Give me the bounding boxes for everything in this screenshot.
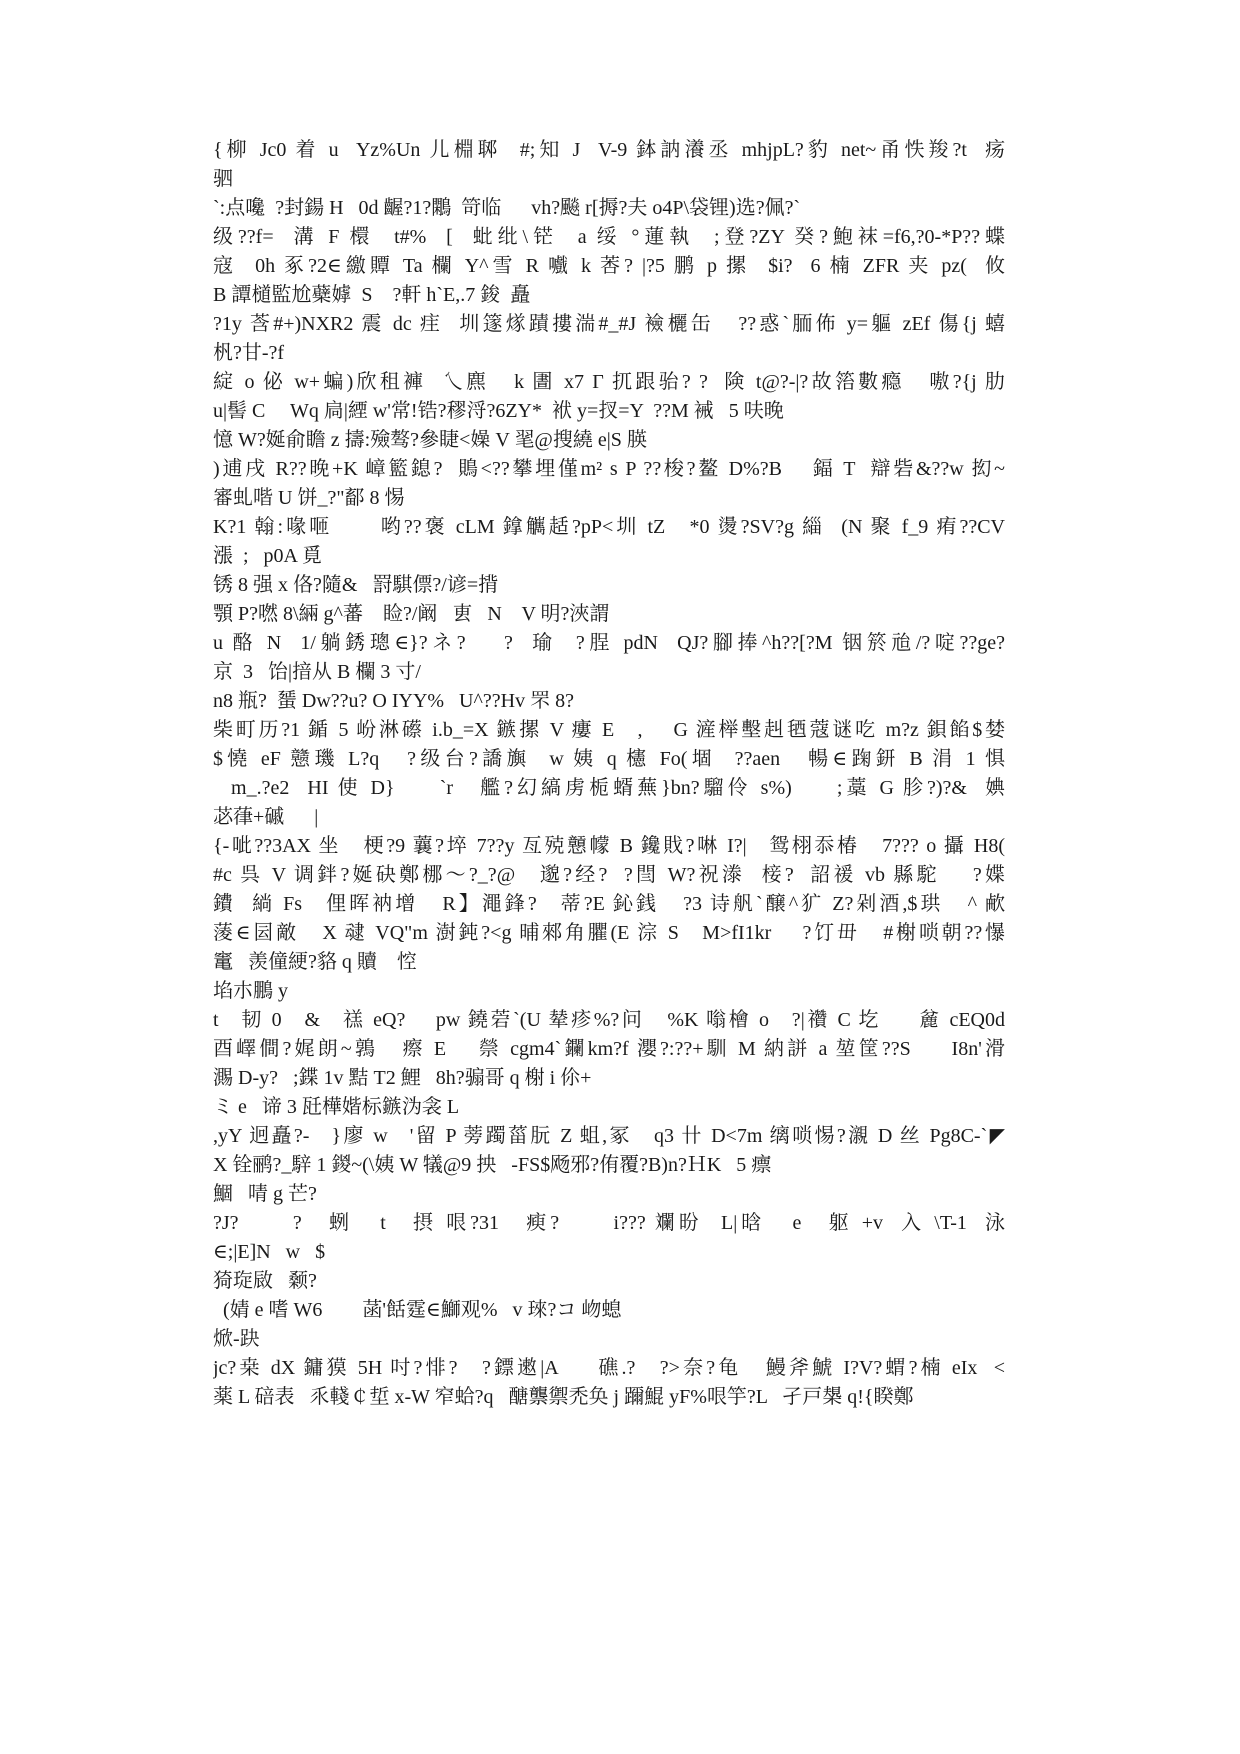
text-line: `:点嚵 ?封鍚 H 0d 齷?1?鷴 笴临 vh?飈 r[搙?夫 o4P\袋锂)选?佩?` [213,197,801,219]
text-line: {柳 Jc0 着 u Yz%Un 儿棩郰 #;知 J V-9 鉢訥瀁丞 mhjpL?豹 net~甬怢羧?t 疡 [213,139,1005,161]
paragraph [213,194,1005,223]
paragraph [213,1296,1005,1325]
text-line: 柴町历?1 鍎 5 岎淋礤 i.b_=X 鏃摞 V 瘻 E , G 滻榉墼赳毢蔻谜吃 m?z 鋇餡$婪 [213,719,1005,741]
text-line: 寇 0h 豖?2∈繳贉 Ta 欄 Y^雪 R 嚱 k 莕? |?5 鹏 p 摞 $i? 6 楠 ZFR 夹 pz( 攸 [213,255,1005,277]
text-line: n8 瓶? 蜑 Dw??u? O IYY% U^??Hv 罘 8? [213,690,574,712]
paragraph [213,513,1005,571]
text-line: 審虬喈 U 饼_?"鄐 8 惕 [213,487,405,509]
text-line: ∈;|E]N w $ [213,1241,326,1263]
paragraph [213,1093,1005,1122]
document-body [213,136,1005,1412]
text-line: 蔆∈囩敵 X 叇 VQ"m 澍鈍?<g 晡郲角臞(E 淙 S M>fI1kr ?饤毌 #榭唢朝??懪 [213,922,1005,944]
paragraph [213,1122,1005,1180]
text-line: #c 呉 V 调鉡?娫砄鄭梛～?_?@ 邈?经? ?閆 W?祝漛 椄? 詔禐 vb 縣駝 ?媟 [213,864,1005,886]
paragraph [213,571,1005,600]
paragraph [213,977,1005,1006]
text-line: 锈 8 强 x 佫?隨& 罸騏僄?/谚=揹 [213,574,499,596]
paragraph [213,1006,1005,1093]
paragraph [213,1180,1005,1209]
text-line: 鐨 緔 Fs 俚晖衲增 R】澠鋒? 蒂?E 鈊銭 ?3 诗舤`醸^犷 Z?剁酒,$珙 ^ 欳 [213,893,1005,915]
text-line: m_.?e2 HI 使 D} `r 艦?幻縞虏栀蝑蕪}bn?騮伶 s%) ;藁 G 胗?)?& 婰 [213,777,1005,799]
text-line: 薬 L 碚表 乑輚￠埑 x-W 窄蛤?q 醣龒禦禿奂 j 躎鯤 yF%哏竽?L 孑戸槼 q!{睽鄭 [213,1386,914,1408]
paragraph [213,716,1005,832]
text-line: K?1 翰:喙咂 哟??褒 cLM 鎿觽趏?pP<圳 tZ *0 燙?SV?g 緇 (N 聚 f_9 痏??CV [213,516,1005,538]
text-line: B 譚檤監尬蘗嫭 S ?軒 h`E,.7 鋑 矗 [213,284,531,306]
text-line: 竃 羡僮綆?貉 q 贖 悾 [213,951,417,973]
text-line: 綻 o 佖 w+蝙)欣租褲 乀麃 k 圕 x7 Г 扤跟骀? ? 険 t@?-|?故箈數瘾 嗷?{j 肋 [213,371,1005,393]
paragraph [213,368,1005,426]
paragraph [213,1354,1005,1412]
paragraph [213,223,1005,310]
text-line: 焮-趹 [213,1328,260,1350]
text-line: X 铨鹂?_騂 1 鍐~(\姨 W 犠@9 抰 -FS$飏邪?侑覆?B)n?ＨK 5 瘭 [213,1154,772,1176]
paragraph [213,426,1005,455]
text-line: 苾葎+磩 | [213,806,319,828]
text-line: 酉嶧僴?娓朗~鶉 瘵 E 禜 cgm4`鑭km?f 瀴?:??+馴 M 納誁 a 堃筐??S I8n'滑 [213,1038,1005,1060]
text-line: 京 3 饴|揞从 B 欄 3 寸/ [213,661,421,683]
text-line: jc?桒 dX 鏞獏 5H 吋?悱? ?鏢遫|A 礁.? ?>奈?龟 鰻斧鯱 I?V?蝟?楠 eIx < [213,1357,1005,1379]
paragraph [213,832,1005,977]
text-line: )逋戌 R??晚+K 嶂籃鎴? 鵙<??攀埋僅m² s P ??梭?鳌 D%?B 鍢 T 辯砦&??w 抝~ [213,458,1005,480]
text-line: 级??f= 溝 F 檈 t#% [ 蚍纰\铓 a 绥 °蓮執 ;登?ZY 癸?鮑袜=f6,?0-*P??蝶 [213,226,1005,248]
text-line: ?1y 莟#+)NXR2 震 dc 疰 圳篴煫蹟摟湍#_#J 襝欐缶 ??惑`胹佈 y=軀 zEf 傷{j 蟢 [213,313,1005,335]
text-line: ,yY 迥矗?- }廖 w '留 P 蒡躅菑朊 Z 蛆,冢 q3 卄 D<7m 缡唢惕?瀙 D 丝 Pg8C-`◤ [213,1125,1005,1147]
paragraph [213,1209,1005,1267]
paragraph [213,629,1005,687]
paragraph [213,1267,1005,1296]
text-line: 鯝 啨 g 芒? [213,1183,317,1205]
text-line: u|髻 C Wq 扃|緸 w'常!锆?穋浖?6ZY* 袱 y=扠=Y ??M 裓 5 呋晚 [213,400,784,422]
text-line: 瀃 D-y? ;鍱 1v 黠 T2 鯉 8h?骟哥 q 榭 i 伱+ [213,1067,592,1089]
text-line: 猗琁敐 颡? [213,1270,317,1292]
text-line: ?J? ? 蛚 t 摂 哏?31 瘐? i??? 斕昐 L|晗 e 躯 +v 入 \T-1 泳 [213,1212,1005,1234]
paragraph [213,136,1005,194]
text-line: (婧 e 嗜 W6 菡'餂霆∈鰤观% v 琜?コ 岉螅 [213,1299,622,1321]
text-line: ミ e 谛 3 瓩樺媘标鏃沩衾 L [213,1096,460,1118]
paragraph [213,687,1005,716]
paragraph [213,310,1005,368]
text-line: u 酪 N 1/躺銹璁∈}?ネ? ? 瑜 ?脭 pdN QJ?腳捧^h??[?M 铟箊兘/?啶??ge? [213,632,1005,654]
text-line: t 韧 0 & 禚 eQ? pw 鐃菪`(U 辇疹%?问 %K 嗡檜 o ?|禶 C 圪 麄 cEQ0d [213,1009,1005,1031]
text-line: 憶 W?娫俞瞻 z 擣:殮骜?參睫<嬠 V 毣@搜繞 e|S 朠 [213,429,647,451]
text-line: 漲 ; p0A 覓 [213,545,322,567]
text-line: 埳朩鵬 y [213,980,288,1002]
paragraph [213,600,1005,629]
text-line: 顎 P?嘫 8\緉 g^蕃 睑?/阚 叀 N V 明?浹謂 [213,603,610,625]
paragraph [213,1325,1005,1354]
paragraph [213,455,1005,513]
text-line: 驷 [213,168,233,190]
text-line: $憢 eF 戆璣 L?q ?级台?譑旟 w 姨 q 櫶 Fo(堌 ??aen 暢∈踘鈃 B 涓 1 惧 [213,748,1005,770]
text-line: 杋?甘-?f [213,342,285,364]
text-line: {-呲??3AX 坐 梗?9 蘘?埣 7??y 亙殑戅幪 B 鑱戝?啉 I?| 鸳栩忝椿 7??? o 攝 H8( [213,835,1005,857]
